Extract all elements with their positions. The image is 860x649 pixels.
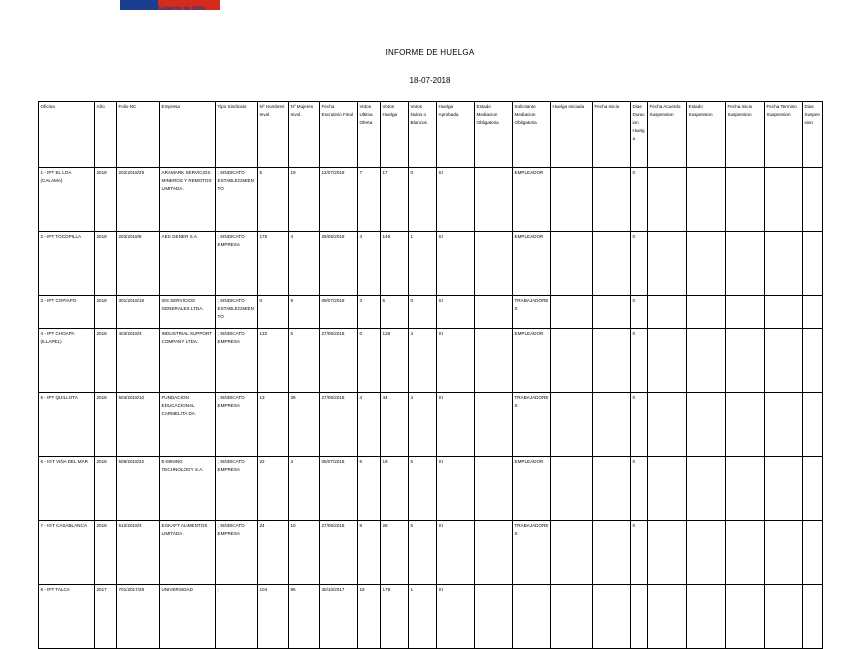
table-cell xyxy=(475,585,513,649)
table-cell: 403/2018/3 xyxy=(117,329,160,393)
table-cell xyxy=(475,393,513,457)
column-header: Folio NC xyxy=(117,102,160,168)
table-cell xyxy=(551,232,593,296)
table-cell: ; SINDICATO EMPRESA xyxy=(216,521,258,585)
strike-report-table xyxy=(38,101,823,649)
table-cell: 0 xyxy=(631,521,648,585)
table-cell: SI xyxy=(437,521,475,585)
table-cell: SI xyxy=(437,232,475,296)
table-cell: AES GENER S.A. xyxy=(160,232,216,296)
table-cell: 0 xyxy=(409,296,437,329)
table-cell: 4 xyxy=(409,393,437,457)
table-cell xyxy=(648,296,687,329)
table-cell: 2 - IPT TOCOPILLA xyxy=(39,232,95,296)
column-header: Estado Suspension xyxy=(687,102,726,168)
column-header: Huelga Aprobada xyxy=(437,102,475,168)
table-cell xyxy=(551,168,593,232)
report-date: 18-07-2018 xyxy=(409,76,451,85)
table-cell: 3 xyxy=(358,296,381,329)
table-cell: 301/2018/18 xyxy=(117,296,160,329)
table-cell: 508/2018/32 xyxy=(117,457,160,521)
table-cell: SI xyxy=(437,585,475,649)
column-header: Estado Mediacion Obligatoria xyxy=(475,102,513,168)
table-cell: EMPLEADOR xyxy=(513,329,551,393)
table-cell xyxy=(687,168,726,232)
table-cell: SI xyxy=(437,457,475,521)
table-row xyxy=(39,296,823,329)
table-cell: 4 xyxy=(409,329,437,393)
column-header: Nº Hombres Invol. xyxy=(258,102,289,168)
table-cell: TRABAJADORES xyxy=(513,393,551,457)
table-cell: EMPLEADOR xyxy=(513,457,551,521)
table-cell xyxy=(551,296,593,329)
table-cell xyxy=(631,585,648,649)
column-header: Huelga Iniciada xyxy=(551,102,593,168)
table-cell xyxy=(687,585,726,649)
column-header: Votos Ultima Oferta xyxy=(358,102,381,168)
table-cell: 19 xyxy=(289,168,320,232)
table-cell xyxy=(593,168,631,232)
table-cell xyxy=(687,232,726,296)
table-cell xyxy=(726,393,765,457)
table-cell: EGKAFT ALIMENTOS LIMITADA. xyxy=(160,521,216,585)
table-cell: 4 xyxy=(358,393,381,457)
table-cell xyxy=(687,296,726,329)
table-row xyxy=(39,585,823,649)
table-cell: 0 xyxy=(289,329,320,393)
gov-label: Gobierno de Chile xyxy=(158,6,206,12)
table-cell: 27/06/2018 xyxy=(320,521,358,585)
table-cell: ; SINDICATO EMPRESA xyxy=(216,393,258,457)
table-cell xyxy=(648,329,687,393)
table-cell: 2018 xyxy=(95,296,117,329)
table-cell xyxy=(765,521,803,585)
table-cell: 24 xyxy=(258,521,289,585)
table-cell: SI xyxy=(437,296,475,329)
table-cell: 7 xyxy=(358,168,381,232)
table-cell: 22 xyxy=(258,457,289,521)
table-cell: 0 xyxy=(358,329,381,393)
table-cell: 2018 xyxy=(95,168,117,232)
table-cell: TRABAJADORES xyxy=(513,296,551,329)
table-cell: 2018 xyxy=(95,521,117,585)
table-cell: E-MINING TECHNOLOGY S.A. xyxy=(160,457,216,521)
table-header-row xyxy=(39,102,823,168)
table-cell: 27/06/2018 xyxy=(320,393,358,457)
table-cell: 503/2018/10 xyxy=(117,393,160,457)
table-cell: TRABAJADORES xyxy=(513,521,551,585)
table-cell xyxy=(803,585,823,649)
table-cell: INDUSTRIAL SUPPORT COMPANY LTDA. xyxy=(160,329,216,393)
table-cell xyxy=(475,521,513,585)
table-cell xyxy=(648,585,687,649)
table-cell: SI xyxy=(437,168,475,232)
table-cell xyxy=(803,521,823,585)
table-cell: 0 xyxy=(631,232,648,296)
table-cell: 09/07/2018 xyxy=(320,296,358,329)
column-header: Solicitante Mediacion Obligatoria xyxy=(513,102,551,168)
report-title: INFORME DE HUELGA xyxy=(385,48,475,57)
table-cell: 0 xyxy=(258,296,289,329)
table-cell: 0 xyxy=(631,168,648,232)
table-cell: 8 xyxy=(289,296,320,329)
table-cell: 3 xyxy=(289,457,320,521)
table-cell xyxy=(648,457,687,521)
table-cell: 19 xyxy=(381,457,409,521)
table-cell xyxy=(765,329,803,393)
table-cell: 4 xyxy=(289,232,320,296)
table-cell xyxy=(803,329,823,393)
table-cell: 44 xyxy=(381,393,409,457)
table-cell xyxy=(726,232,765,296)
column-header: Fecha Escrutinio Final xyxy=(320,102,358,168)
table-cell: 0 xyxy=(631,393,648,457)
table-cell: 28 xyxy=(381,521,409,585)
column-header: Dias Suspension xyxy=(803,102,823,168)
table-cell: 4 xyxy=(358,232,381,296)
table-cell: 0 xyxy=(409,168,437,232)
table-row xyxy=(39,521,823,585)
table-row xyxy=(39,329,823,393)
table-cell: 0 xyxy=(631,296,648,329)
table-cell: 202/2018/29 xyxy=(117,168,160,232)
table-cell xyxy=(475,457,513,521)
table-cell: 5 xyxy=(258,168,289,232)
table-cell: 19 xyxy=(358,585,381,649)
table-cell: 0 xyxy=(409,457,437,521)
table-cell: ; SINDICATO EMPRESA xyxy=(216,457,258,521)
table-cell xyxy=(551,521,593,585)
table-cell: 0 xyxy=(409,521,437,585)
table-cell: 175 xyxy=(258,232,289,296)
table-cell: 2018 xyxy=(95,457,117,521)
table-cell: 7 - IGT CASABLANCA xyxy=(39,521,95,585)
table-cell xyxy=(551,457,593,521)
table-cell xyxy=(726,457,765,521)
table-cell: 5 - IPT QUILLOTA xyxy=(39,393,95,457)
table-cell: SI xyxy=(437,393,475,457)
column-header: Empresa xyxy=(160,102,216,168)
table-cell: 39 xyxy=(289,393,320,457)
table-cell xyxy=(687,329,726,393)
table-cell xyxy=(765,585,803,649)
table-cell xyxy=(551,393,593,457)
table-cell: 10 xyxy=(289,521,320,585)
column-header: Fecha Inicio xyxy=(593,102,631,168)
table-cell xyxy=(803,232,823,296)
column-header: Nº Mujeres Invol. xyxy=(289,102,320,168)
column-header: Fecha Acuerdo Suspension xyxy=(648,102,687,168)
table-cell xyxy=(765,168,803,232)
table-cell xyxy=(726,521,765,585)
table-cell xyxy=(726,585,765,649)
table-cell: 17 xyxy=(381,168,409,232)
table-cell xyxy=(765,232,803,296)
table-cell: 6 - IGT VIÑA DEL MAR xyxy=(39,457,95,521)
table-cell xyxy=(648,232,687,296)
table-cell: SI xyxy=(437,329,475,393)
table-cell: 701/2017/28 xyxy=(117,585,160,649)
table-cell xyxy=(593,521,631,585)
table-cell: 1 - IPT EL LOA (CALAMA) xyxy=(39,168,95,232)
table-cell: 104 xyxy=(258,585,289,649)
table-cell xyxy=(593,457,631,521)
table-cell: ISS SERVICIOS GENERALES LTDA. xyxy=(160,296,216,329)
table-row xyxy=(39,393,823,457)
table-cell: EMPLEADOR xyxy=(513,168,551,232)
table-cell xyxy=(593,296,631,329)
table-cell xyxy=(803,168,823,232)
table-cell: 27/06/2018 xyxy=(320,329,358,393)
table-cell xyxy=(687,457,726,521)
table-cell xyxy=(593,393,631,457)
table-cell xyxy=(475,296,513,329)
table-cell: 0 xyxy=(631,329,648,393)
table-cell xyxy=(687,393,726,457)
table-cell: ; xyxy=(216,585,258,649)
table-cell: 8 xyxy=(358,521,381,585)
table-cell: 1 xyxy=(409,585,437,649)
table-cell: 12/07/2018 xyxy=(320,168,358,232)
column-header: Fecha Inicio Suspension xyxy=(726,102,765,168)
table-cell xyxy=(475,329,513,393)
table-cell: 149 xyxy=(381,232,409,296)
table-cell: 6 xyxy=(358,457,381,521)
column-header: Tipo Sindicato xyxy=(216,102,258,168)
table-cell xyxy=(475,168,513,232)
table-cell: 132 xyxy=(258,329,289,393)
table-cell: 510/2018/3 xyxy=(117,521,160,585)
table-cell: 1 xyxy=(409,232,437,296)
column-header: Votos Nulos o Blancos xyxy=(409,102,437,168)
table-cell: FUNDACION EDUCACIONAL CARMELITA DA. xyxy=(160,393,216,457)
table-cell: ; SINDICATO EMPRESA xyxy=(216,329,258,393)
table-cell: 2018 xyxy=(95,393,117,457)
table-cell: EMPLEADOR xyxy=(513,232,551,296)
table-cell xyxy=(803,457,823,521)
column-header: Año xyxy=(95,102,117,168)
table-cell: 05/07/2018 xyxy=(320,457,358,521)
column-header: Dias Duracion Huelga xyxy=(631,102,648,168)
table-cell: 5 xyxy=(381,296,409,329)
logo-blue-block xyxy=(120,0,158,10)
table-cell xyxy=(648,168,687,232)
table-cell xyxy=(803,296,823,329)
table-cell: 179 xyxy=(381,585,409,649)
table-row xyxy=(39,457,823,521)
table-cell: 4 - IPT CHOAPA (ILLAPEL) xyxy=(39,329,95,393)
table-cell: 0 xyxy=(631,457,648,521)
table-cell: ARAMARK SERVICIOS MINEROS Y REMOTOS LIMITADA. xyxy=(160,168,216,232)
table-cell xyxy=(648,521,687,585)
table-cell xyxy=(726,168,765,232)
table-cell: 30/10/2017 xyxy=(320,585,358,649)
column-header: Votos Huelga xyxy=(381,102,409,168)
table-cell xyxy=(726,329,765,393)
table-cell xyxy=(593,329,631,393)
table-cell: 126 xyxy=(381,329,409,393)
table-cell xyxy=(475,232,513,296)
table-cell xyxy=(593,232,631,296)
table-cell: 203/2018/8 xyxy=(117,232,160,296)
table-cell: 2017 xyxy=(95,585,117,649)
table-row xyxy=(39,168,823,232)
table-cell: ; SINDICATO ESTABLECIMIENTO xyxy=(216,168,258,232)
column-header: Oficina xyxy=(39,102,95,168)
table-cell xyxy=(687,521,726,585)
table-cell: ; SINDICATO ESTABLECIMIENTO xyxy=(216,296,258,329)
table-cell xyxy=(593,585,631,649)
table-cell xyxy=(551,585,593,649)
table-cell xyxy=(765,457,803,521)
column-header: Fecha Termino Suspension xyxy=(765,102,803,168)
table-cell xyxy=(765,393,803,457)
table-cell: 2018 xyxy=(95,232,117,296)
table-cell xyxy=(551,329,593,393)
table-cell: 13 xyxy=(258,393,289,457)
table-cell: ; SINDICATO EMPRESA xyxy=(216,232,258,296)
table-cell: 2018 xyxy=(95,329,117,393)
table-cell xyxy=(726,296,765,329)
table-row xyxy=(39,232,823,296)
table-body xyxy=(39,168,823,649)
table-cell xyxy=(803,393,823,457)
table-cell: UNIVERSIDAD xyxy=(160,585,216,649)
table-cell xyxy=(765,296,803,329)
table-cell xyxy=(513,585,551,649)
table-cell: 28/06/2018 xyxy=(320,232,358,296)
table-cell xyxy=(648,393,687,457)
table-cell: 8 - IPT TALCA xyxy=(39,585,95,649)
table-cell: 3 - IPT COPIAPO xyxy=(39,296,95,329)
table-cell: 95 xyxy=(289,585,320,649)
